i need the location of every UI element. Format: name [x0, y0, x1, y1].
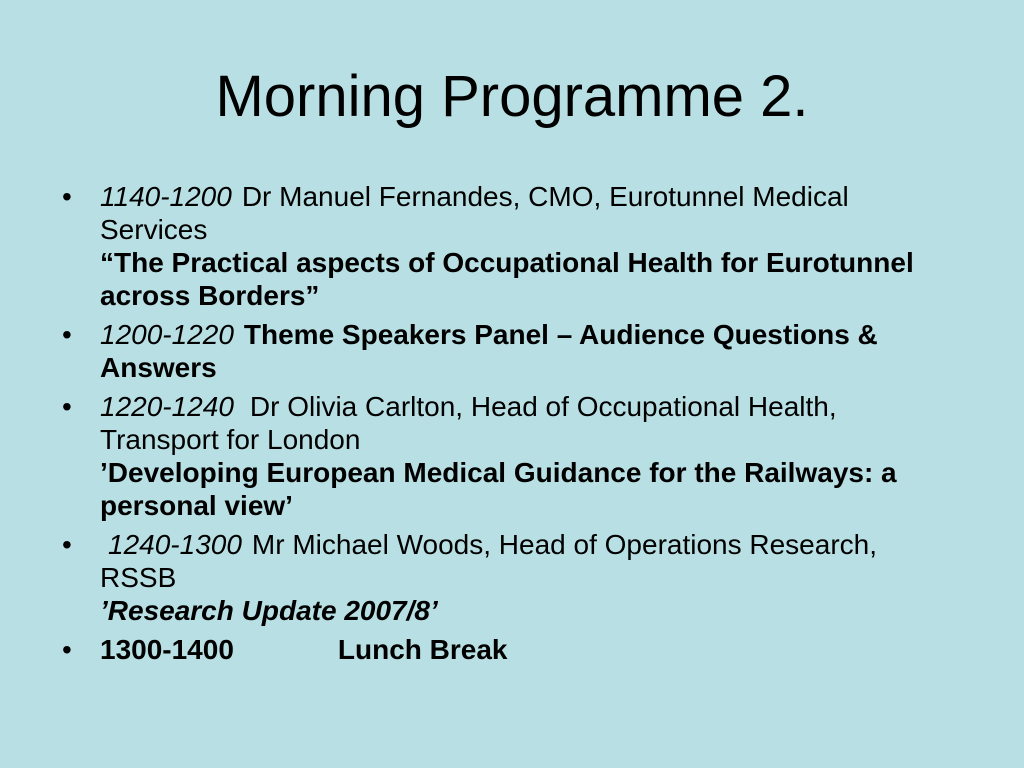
agenda-time: 1300-1400	[100, 634, 234, 665]
agenda-item	[62, 180, 942, 312]
bullet-icon: •	[62, 181, 72, 212]
slide-title: Morning Programme 2.	[215, 64, 809, 129]
bullet-icon: •	[62, 529, 72, 560]
bullet-icon: •	[62, 391, 72, 422]
bullet-icon: •	[62, 634, 72, 665]
bullet-icon: •	[62, 319, 72, 350]
agenda-speaker: Dr Manuel Fernandes, CMO, Eurotunnel Medical Services	[100, 181, 849, 245]
agenda-list	[62, 180, 942, 672]
agenda-talk-title: ’Developing European Medical Guidance for the Railways: a personal view’	[100, 457, 897, 521]
agenda-time: 1240-1300	[108, 529, 242, 560]
agenda-item	[62, 633, 942, 666]
agenda-item	[62, 528, 942, 627]
agenda-item	[62, 390, 942, 522]
agenda-talk-title: ’Research Update 2007/8’	[100, 595, 438, 626]
agenda-talk-title: Lunch Break	[337, 634, 508, 665]
agenda-item	[62, 318, 942, 384]
agenda-time: 1140-1200	[100, 181, 232, 212]
agenda-talk-title: Theme Speakers Panel – Audience Questions & Answers	[100, 319, 878, 383]
agenda-talk-title: “The Practical aspects of Occupational Health for Eurotunnel across Borders”	[100, 247, 914, 311]
agenda-time: 1200-1220	[100, 319, 234, 350]
agenda-speaker: Mr Michael Woods, Head of Operations Research, RSSB	[100, 529, 877, 593]
agenda-time: 1220-1240	[100, 391, 234, 422]
agenda-speaker: Dr Olivia Carlton, Head of Occupational Health, Transport for London	[100, 391, 837, 455]
